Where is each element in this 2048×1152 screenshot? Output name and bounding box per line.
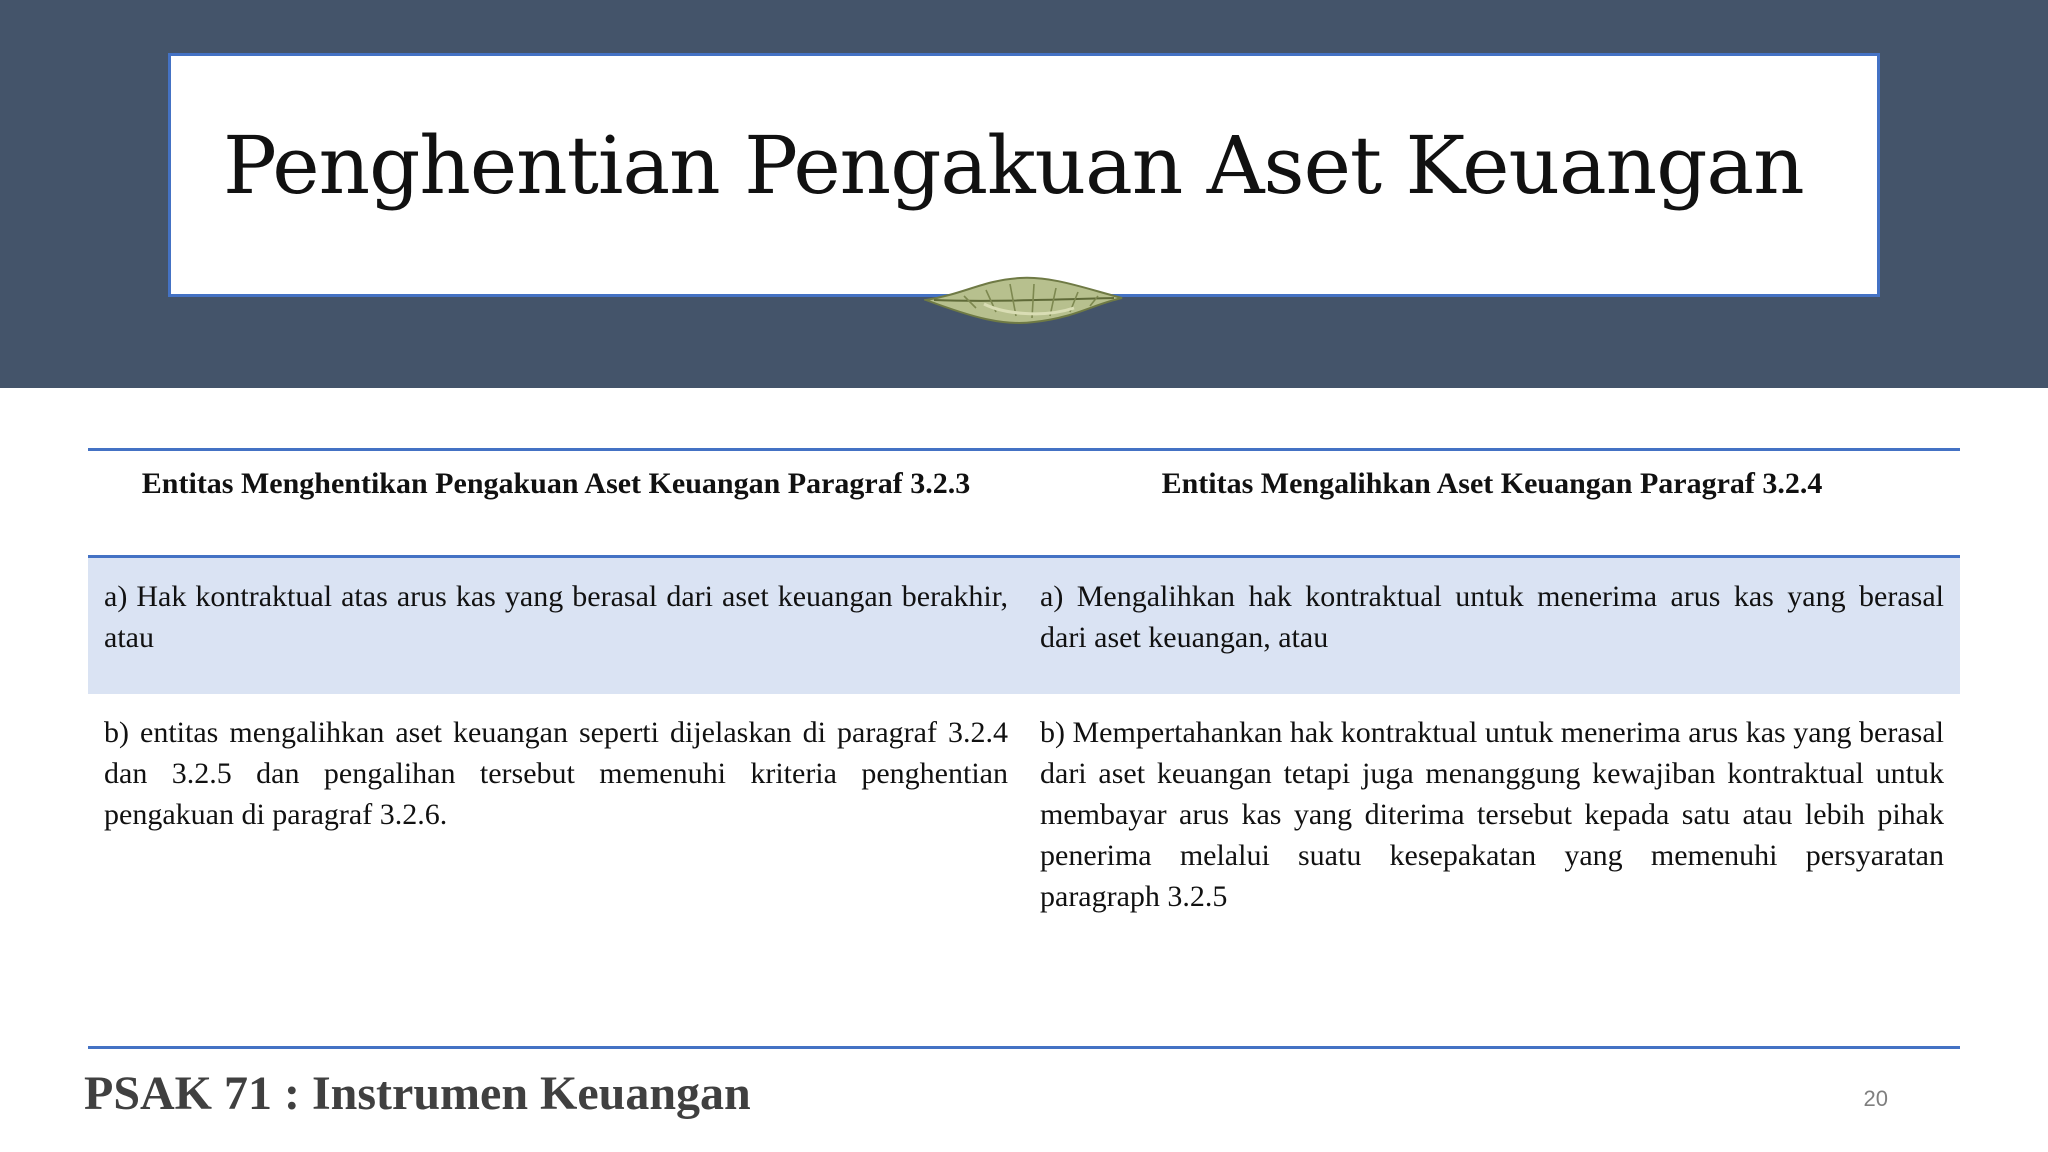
table-cell: b) Mempertahankan hak kontraktual untuk menerima arus kas yang berasal dari aset keuangan tetapi juga menanggung kewajiban kontraktual untuk membayar arus kas yang diterima tersebut kepada satu atau lebih pihak penerima melalui suatu kesepakatan yang memenuhi persyaratan paragraph 3.2.5 xyxy=(1024,694,1960,1042)
footer-divider xyxy=(88,1046,1960,1049)
header-transfer: Entitas Mengalihkan Aset Keuangan Paragraf 3.2.4 xyxy=(1161,467,1823,500)
footer-title: PSAK 71 : Instrumen Keuangan xyxy=(84,1067,751,1120)
table-row xyxy=(88,557,1960,695)
slide-number: 20 xyxy=(1863,1086,1888,1111)
slide-title: Penghentian Pengakuan Aset Keuangan xyxy=(223,119,1804,212)
comparison-table xyxy=(88,448,1960,1042)
table-row xyxy=(88,694,1960,1042)
table-header-row xyxy=(88,450,1960,557)
table-cell: a) Hak kontraktual atas arus kas yang berasal dari aset keuangan berakhir, atau xyxy=(88,557,1024,695)
table-cell: a) Mengalihkan hak kontraktual untuk menerima arus kas yang berasal dari aset keuangan, atau xyxy=(1024,557,1960,695)
title-box xyxy=(168,53,1880,297)
table-cell: b) entitas mengalihkan aset keuangan seperti dijelaskan di paragraf 3.2.4 dan 3.2.5 dan pengalihan tersebut memenuhi kriteria penghentian pengakuan di paragraf 3.2.6. xyxy=(88,694,1024,1042)
header-derecognition: Entitas Menghentikan Pengakuan Aset Keuangan Paragraf 3.2.3 xyxy=(141,467,971,500)
leaf-ornament-icon xyxy=(924,274,1124,330)
